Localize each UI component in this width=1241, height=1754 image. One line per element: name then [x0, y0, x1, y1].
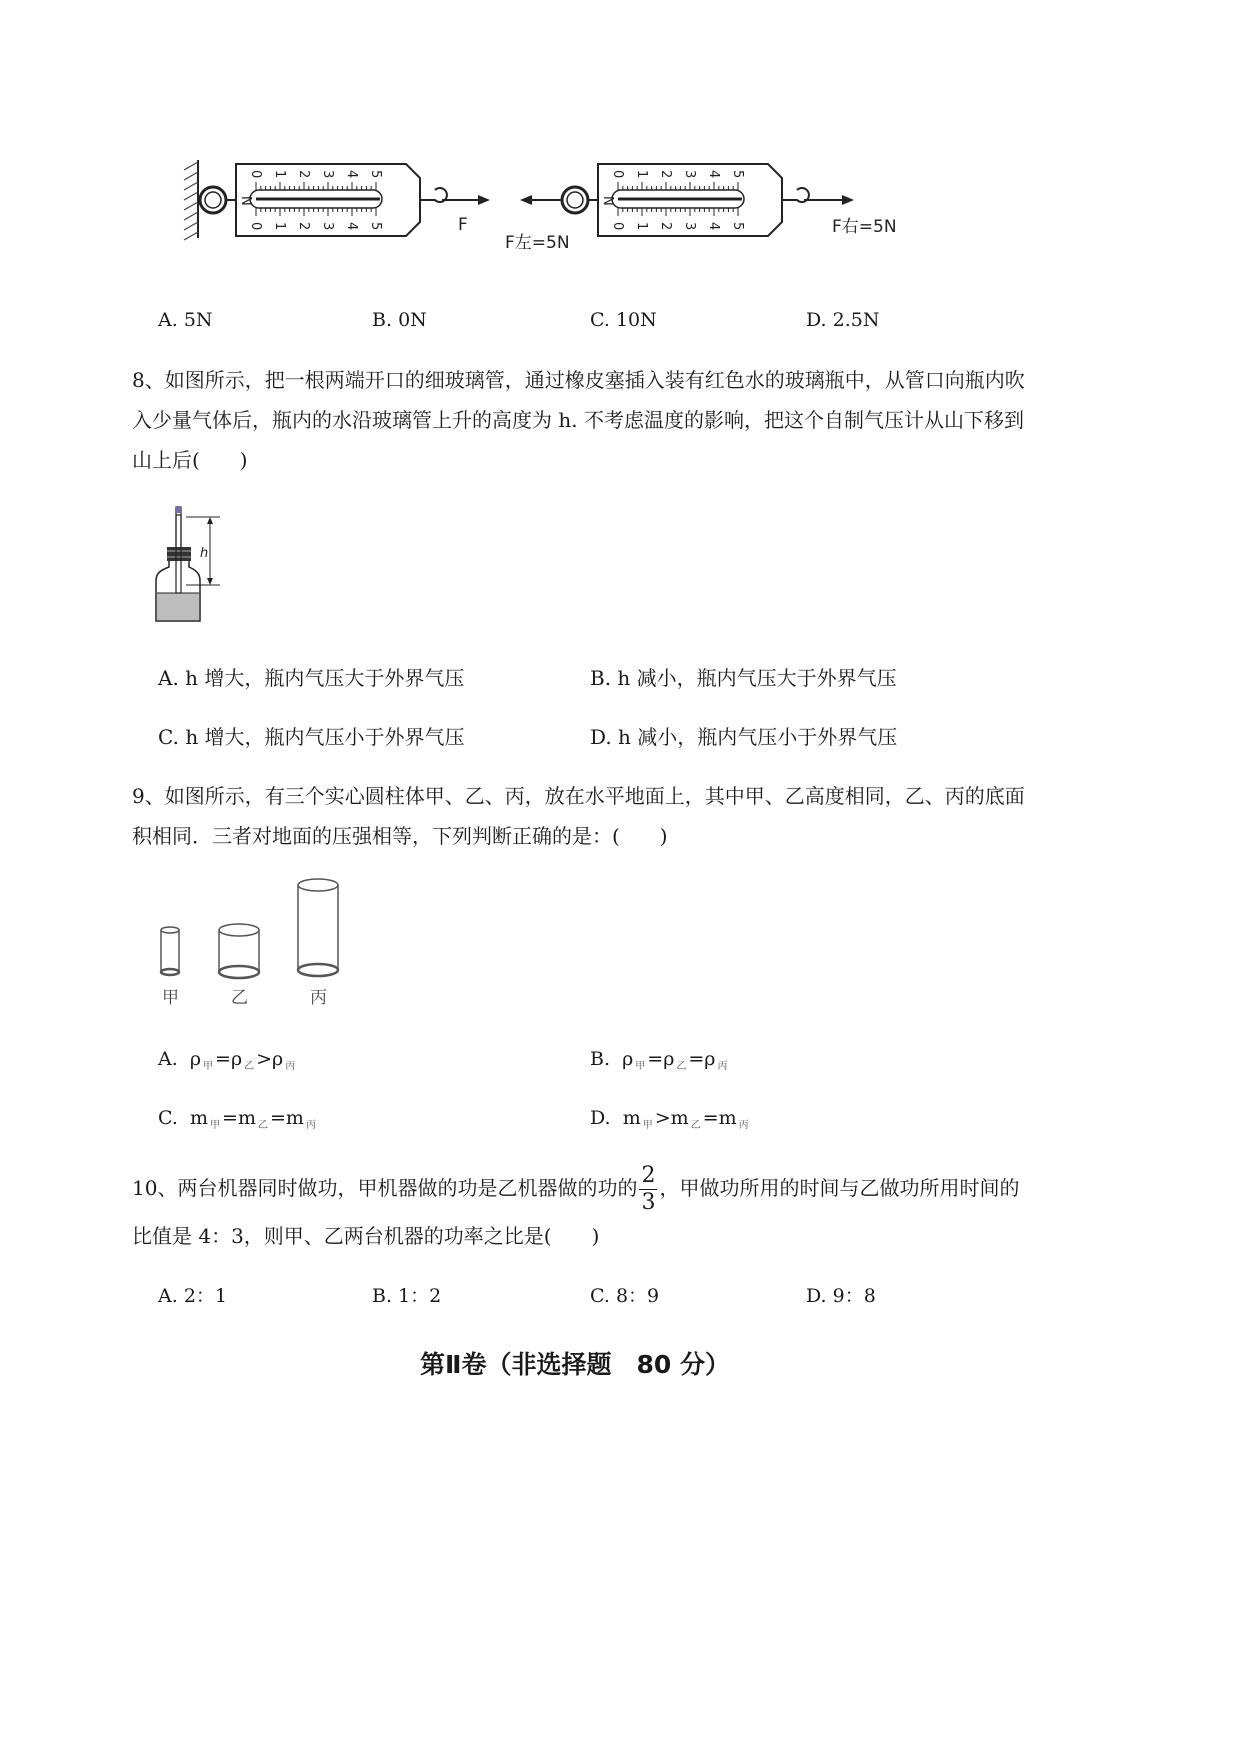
scale-numeral: 4 — [344, 170, 359, 179]
operator: = — [269, 1107, 286, 1129]
option-text: 1：2 — [398, 1285, 442, 1307]
subscript: 丙 — [738, 1120, 749, 1131]
scale-numeral: 5 — [368, 170, 383, 179]
label-jia: 甲 — [162, 988, 179, 1008]
scale-numeral: 3 — [320, 222, 335, 231]
q10-option-d[interactable] — [806, 1281, 876, 1308]
q10-line1 — [132, 1160, 1052, 1216]
subscript: 乙 — [690, 1120, 701, 1131]
symbol: m — [190, 1107, 209, 1129]
subscript: 甲 — [203, 1061, 214, 1072]
height-label-h: h — [200, 546, 209, 561]
scale-numeral: 1 — [272, 222, 287, 231]
subscript: 丙 — [717, 1061, 728, 1072]
option-label: A. — [158, 1285, 178, 1307]
scale-numeral: 4 — [344, 222, 359, 231]
option-text: 2.5N — [832, 309, 880, 331]
scale-numeral: 1 — [634, 222, 649, 231]
cylinder-jia — [161, 927, 179, 975]
q9-line2: 积相同．三者对地面的压强相等，下列判断正确的是：( ) — [132, 824, 668, 848]
option-text: h 增大，瓶内气压小于外界气压 — [185, 725, 465, 749]
barometer-figure — [150, 505, 230, 627]
scale-numeral: 3 — [682, 170, 697, 179]
q10-line1-pre: 10、两台机器同时做功，甲机器做的功是乙机器做的功的 — [132, 1176, 638, 1200]
symbol: ρ — [704, 1048, 716, 1070]
subscript: 乙 — [244, 1061, 255, 1072]
q10-line2: 比值是 4：3，则甲、乙两台机器的功率之比是( ) — [132, 1224, 600, 1248]
q8-stem — [132, 360, 1042, 480]
spring-scale-figure — [180, 150, 1020, 280]
option-label: D. — [806, 309, 827, 331]
subscript: 丙 — [285, 1061, 296, 1072]
symbol: m — [237, 1107, 256, 1129]
option-text: 2：1 — [183, 1285, 227, 1307]
symbol: ρ — [189, 1048, 202, 1070]
fraction-numerator: 2 — [641, 1163, 656, 1188]
option-text: 9：8 — [832, 1285, 876, 1307]
subscript: 乙 — [676, 1061, 687, 1072]
scale-numeral: 1 — [272, 170, 287, 179]
option-text: 0N — [398, 309, 427, 331]
subscript: 乙 — [257, 1120, 268, 1131]
option-label: B. — [372, 309, 393, 331]
operator: = — [688, 1048, 705, 1070]
q10-option-c[interactable] — [590, 1281, 659, 1308]
q10-option-a[interactable] — [158, 1281, 227, 1308]
option-label: C. — [590, 309, 610, 331]
option-text: 8：9 — [615, 1285, 660, 1307]
force-label-right: F右=5N — [832, 217, 897, 237]
option-label: B. — [372, 1285, 393, 1307]
q8-option-b[interactable] — [590, 660, 897, 696]
option-label: B. — [590, 666, 612, 690]
symbol: ρ — [230, 1048, 243, 1070]
symbol: m — [718, 1107, 737, 1129]
option-label: D. — [590, 1107, 611, 1129]
symbol: ρ — [663, 1048, 675, 1070]
scale-numeral: 5 — [730, 222, 745, 231]
scale-numeral: 2 — [296, 222, 311, 231]
scale-numeral: 5 — [368, 222, 383, 231]
scale-unit: N — [238, 196, 253, 206]
q8-option-c[interactable] — [158, 719, 465, 755]
operator: = — [215, 1048, 231, 1070]
symbol: m — [670, 1107, 689, 1129]
scale-numeral: 5 — [730, 170, 745, 179]
q9-line1: 9、如图所示，有三个实心圆柱体甲、乙、丙，放在水平地面上，其中甲、乙高度相同，乙、丙的底面 — [132, 784, 1025, 808]
q7-option-c[interactable] — [590, 309, 657, 331]
q7-option-b[interactable] — [372, 309, 427, 331]
scale-unit: N — [600, 196, 615, 206]
subscript: 甲 — [635, 1061, 646, 1072]
operator: = — [647, 1048, 664, 1070]
section-2-title: 第Ⅱ卷（非选择题 80 分） — [420, 1350, 730, 1379]
scale-numeral: 3 — [320, 170, 335, 179]
cylinders-figure — [150, 875, 360, 1010]
symbol: m — [622, 1107, 641, 1129]
q7-option-d[interactable] — [806, 309, 880, 331]
q8-line3: 山上后( ) — [132, 448, 248, 472]
option-text: h 增大，瓶内气压大于外界气压 — [185, 666, 465, 690]
symbol: ρ — [622, 1048, 634, 1070]
option-label: C. — [158, 725, 179, 749]
q8-line2: 入少量气体后，瓶内的水沿玻璃管上升的高度为 h. 不考虑温度的影响，把这个自制气压计从山下移到 — [132, 408, 1024, 432]
symbol: ρ — [272, 1048, 284, 1070]
option-text: h 减小，瓶内气压大于外界气压 — [617, 666, 897, 690]
q8-option-d[interactable] — [590, 719, 897, 755]
scale-numeral: 0 — [248, 170, 263, 179]
label-bing: 丙 — [310, 988, 327, 1008]
option-label: D. — [806, 1285, 827, 1307]
label-yi: 乙 — [231, 988, 248, 1008]
q10-stem — [132, 1160, 1052, 1256]
option-label: A. — [158, 309, 178, 331]
q9-option-d[interactable] — [590, 1107, 751, 1129]
force-label-f: F — [458, 215, 468, 235]
q9-option-c[interactable] — [158, 1107, 318, 1129]
q8-option-a[interactable] — [158, 660, 464, 696]
scale-numeral: 0 — [610, 222, 625, 231]
scale-numeral: 1 — [634, 170, 649, 179]
q9-option-b[interactable] — [590, 1048, 729, 1070]
q7-option-a[interactable] — [158, 309, 213, 331]
subscript: 丙 — [305, 1120, 316, 1131]
option-label: C. — [158, 1107, 178, 1129]
scale-numeral: 3 — [682, 222, 697, 231]
cylinder-yi — [219, 924, 259, 978]
operator: = — [222, 1107, 238, 1129]
subscript: 甲 — [642, 1120, 653, 1131]
scale-numeral: 2 — [296, 170, 311, 179]
scale-numeral: 2 — [658, 222, 673, 231]
option-text: h 减小，瓶内气压小于外界气压 — [618, 725, 898, 749]
option-text: 10N — [615, 309, 657, 331]
scale-numeral: 4 — [706, 222, 721, 231]
option-label: C. — [590, 1285, 610, 1307]
option-label: D. — [590, 725, 612, 749]
scale-numeral: 2 — [658, 170, 673, 179]
option-label: A. — [158, 1048, 178, 1070]
q8-line1: 8、如图所示，把一根两端开口的细玻璃管，通过橡皮塞插入装有红色水的玻璃瓶中，从管口向瓶内吹 — [132, 368, 1025, 392]
symbol: m — [285, 1107, 304, 1129]
subscript: 甲 — [210, 1120, 221, 1131]
q9-stem — [132, 776, 1042, 856]
force-label-left: F左=5N — [505, 233, 570, 253]
option-label: B. — [590, 1048, 611, 1070]
operator: = — [702, 1107, 719, 1129]
scale-numeral: 0 — [610, 170, 625, 179]
operator: > — [654, 1107, 671, 1129]
q10-option-b[interactable] — [372, 1281, 441, 1308]
option-text: 5N — [183, 309, 213, 331]
scale-numeral: 4 — [706, 170, 721, 179]
operator: > — [256, 1048, 273, 1070]
fraction — [639, 1163, 657, 1216]
q10-line1-post: ，甲做功所用的时间与乙做功所用时间的 — [659, 1176, 1020, 1200]
cylinder-bing — [298, 879, 338, 976]
fraction-denominator: 3 — [641, 1190, 656, 1215]
scale-numeral: 0 — [248, 222, 263, 231]
q9-option-a[interactable] — [158, 1048, 297, 1070]
option-label: A. — [158, 666, 179, 690]
